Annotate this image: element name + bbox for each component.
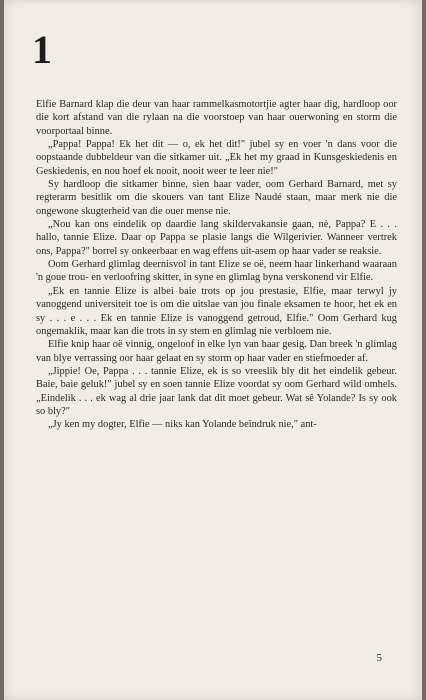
body-text	[36, 98, 397, 432]
paragraph: „Jy ken my dogter, Elfie — niks kan Yolande beïndruk nie," ant-	[48, 419, 317, 431]
paragraph: Oom Gerhard glimlag deernisvol in tant Elize se oë, neem haar linkerhand waaraan 'n goue trou- en verloofring skitter, in syne en glimlag byna verskonend vir Elfie.	[36, 259, 397, 284]
paragraph: „Pappa! Pappa! Ek het dit — o, ek het dit!" jubel sy en voer 'n dans voor die oopstaande dubbeldeur van die sitkamer uit. „Ek het my graad in Kunsgeskiedenis en Geskiedenis, en nou hoef ek nooit, nooit weer te leer nie!"	[36, 139, 397, 177]
chapter-number: 1	[32, 27, 52, 72]
paragraph: Elfie Barnard klap die deur van haar rammelkasmotortjie agter haar dig, hardloop oor die kort afstand van die rylaan na die voorstoep van haar ouerwoning en storm die voorportaal binne.	[36, 99, 397, 137]
paragraph: „Nou kan ons eindelik op daardie lang skildervakansie gaan, nè, Pappa? E . . . hallo, tannie Elize. Daar op Pappa se plasie langs die Wilgerivier. Wanneer vertrek ons, Pappa?" borrel sy onkeerbaar en wag effens uit-asem op haar vader se reaksie.	[36, 219, 397, 257]
paragraph: Sy hardloop die sitkamer binne, sien haar vader, oom Gerhard Barnard, met sy regterarm besitlik om die skouers van tant Elize Naudé staan, maar merk nie die ongewone skugterheid van die ouer mense nie.	[36, 179, 397, 217]
page-number: 5	[376, 652, 382, 664]
paragraph: „Ek en tannie Elize is albei baie trots op jou prestasie, Elfie, maar terwyl jy vanoggend universiteit toe is om die uitslae van jou finale eksamen te hoor, het ek en sy . . . e . . . Ek en tannie Elize is vanoggend getroud, Elfie." Oom Gerhard kug ongemaklik, maar kan die trots in sy stem en glimlag nie verbloem nie.	[36, 285, 397, 337]
paragraph: Elfie knip haar oë vinnig, ongeloof in elke lyn van haar gesig. Dan breek 'n glimlag van blye verrassing oor haar gelaat en sy storm op haar vader en stiefmoeder af.	[36, 339, 397, 364]
paragraph: „Jippie! Oe, Pappa . . . tannie Elize, ek is so vreeslik bly dit het eindelik gebeur. Baie, baie geluk!" jubel sy en soen tannie Elize voordat sy oom Gerhard wild omhels. „Eindelik . . . ek wag al drie jaar lank dat dit moet gebeur. Wat sê Yolande? Is sy ook so bly?"	[36, 365, 397, 417]
book-page	[4, 0, 422, 700]
